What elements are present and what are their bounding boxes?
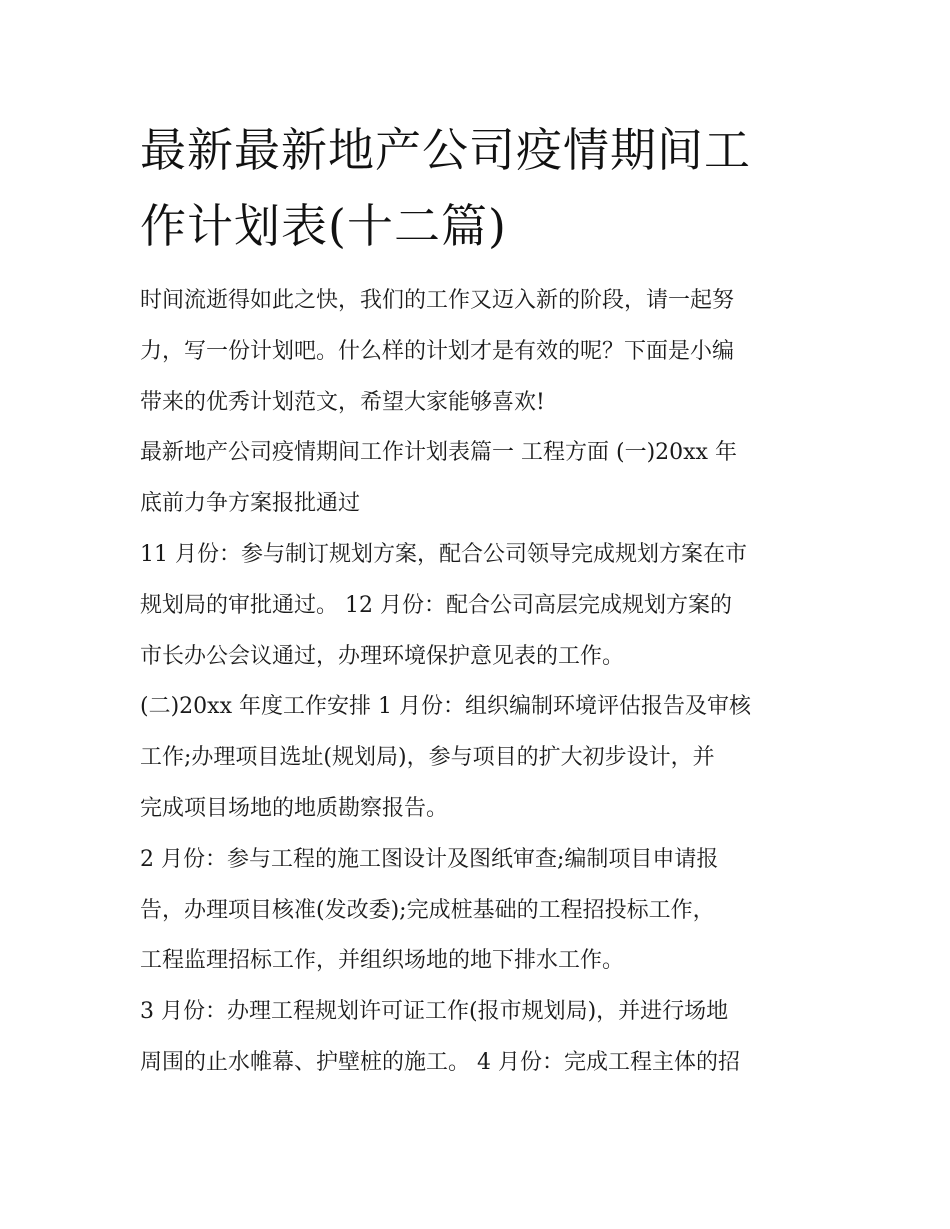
- body-line: 2 月份：参与工程的施工图设计及图纸审查;编制项目申请报: [140, 846, 719, 872]
- body-line: (二)20xx 年度工作安排 1 月份：组织编制环境评估报告及审核: [140, 694, 751, 720]
- body-line: 力，写一份计划吧。什么样的计划才是有效的呢？下面是小编: [140, 338, 735, 364]
- body-line: 带来的优秀计划范文，希望大家能够喜欢!: [140, 389, 545, 415]
- body-line: 工程监理招标工作，并组织场地的地下排水工作。: [140, 948, 625, 974]
- title-line: 最新最新地产公司疫情期间工: [140, 123, 751, 177]
- body-line: 规划局的审批通过。 12 月份：配合公司高层完成规划方案的: [140, 592, 732, 618]
- body-line: 3 月份：办理工程规划许可证工作(报市规划局)，并进行场地: [140, 999, 729, 1025]
- body-line: 工作;办理项目选址(规划局)，参与项目的扩大初步设计，并: [140, 745, 715, 771]
- document-title: [140, 112, 840, 264]
- body-line: 告，办理项目核准(发改委);完成桩基础的工程招投标工作，: [140, 897, 715, 923]
- document-body: [140, 280, 840, 1093]
- body-line: 11 月份：参与制订规划方案，配合公司领导完成规划方案在市: [140, 541, 747, 567]
- body-line: 市长办公会议通过，办理环境保护意见表的工作。: [140, 643, 625, 669]
- body-line: 周围的止水帷幕、护壁桩的施工。 4 月份：完成工程主体的招: [140, 1049, 740, 1075]
- body-line: 底前力争方案报批通过: [140, 491, 361, 517]
- body-line: 最新地产公司疫情期间工作计划表篇一 工程方面 (一)20xx 年: [140, 440, 737, 466]
- body-line: 时间流逝得如此之快，我们的工作又迈入新的阶段，请一起努: [140, 288, 735, 313]
- title-line: 作计划表(十二篇): [140, 199, 507, 253]
- body-line: 完成项目场地的地质勘察报告。: [140, 795, 449, 821]
